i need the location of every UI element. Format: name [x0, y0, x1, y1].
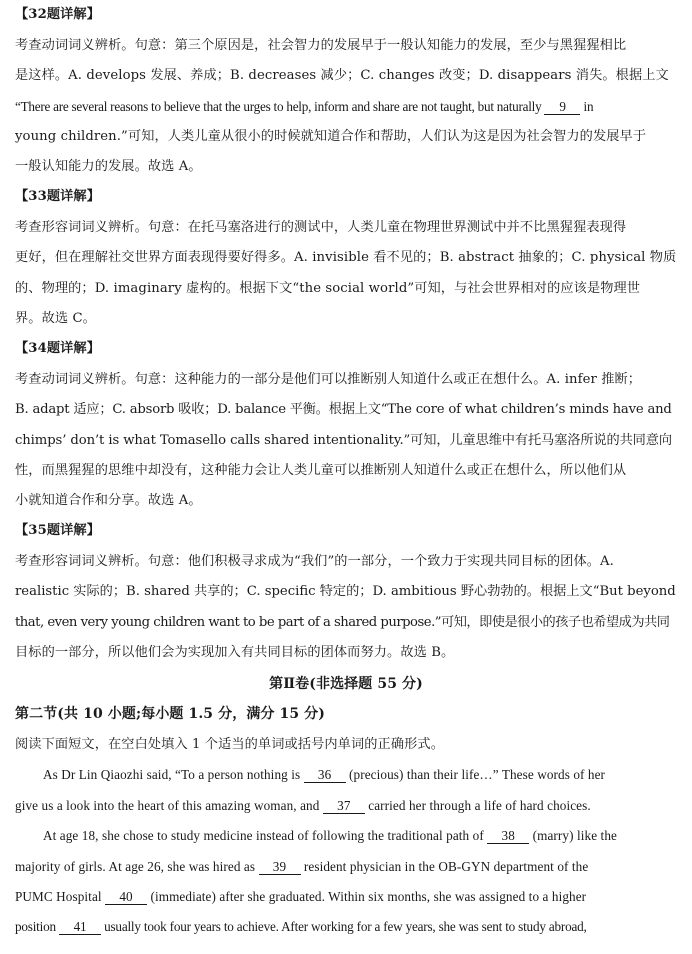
part2-title: 第Ⅱ卷(非选择题 55 分) [269, 676, 423, 692]
passage-line-4 [15, 858, 588, 876]
passage-text: majority of girls. At age 26, she was hired as [15, 859, 259, 874]
blank-38[interactable]: 38 [487, 828, 529, 844]
q33-line-2: 更好，但在理解社交世界方面表现得要好得多。A. invisible 看不见的；B. abstract 抽象的；C. physical 物质 [15, 250, 677, 265]
q34-heading: 【34题详解】 [15, 341, 100, 356]
q34-line-3: chimps’ don’t is what Tomasello calls shared intentionality.”可知，儿童思维中有托马塞洛所说的共同意向 [15, 433, 672, 448]
q33-line-4: 界。故选 C。 [15, 311, 96, 326]
q32-heading: 【32题详解】 [15, 7, 100, 22]
passage-line-6 [15, 918, 587, 936]
passage-text: At age 18, she chose to study medicine instead of following the traditional path of [43, 828, 488, 843]
instruction-text: 阅读下面短文，在空白处填入 1 个适当的单词或括号内单词的正确形式。 [15, 737, 444, 752]
q32-line-4: young children.”可知，人类儿童从很小的时候就知道合作和帮助，人们认为这是因为社会智力的发展早于 [15, 129, 647, 144]
blank-41[interactable]: 41 [59, 919, 101, 935]
passage-text: As Dr Lin Qiaozhi said, “To a person nothing is [43, 767, 304, 782]
passage-text: give us a look into the heart of this amazing woman, and [15, 798, 323, 813]
q32-blank-9: 9 [544, 99, 580, 115]
passage-text: (precious) than their life…” These words of her [345, 767, 606, 782]
q32-line-1: 考查动词词义辨析。句意：第三个原因是，社会智力的发展早于一般认知能力的发展，至少与黑猩猩相比 [15, 38, 627, 53]
blank-39[interactable]: 39 [259, 859, 301, 875]
passage-text: (marry) like the [529, 828, 617, 843]
passage-text: carried her through a life of hard choices. [364, 798, 591, 813]
q35-line-4: 目标的一部分，所以他们会为实现加入有共同目标的团体而努力。故选 B。 [15, 645, 455, 660]
q34-line-4: 性，而黑猩猩的思维中却没有，这种能力会让人类儿童可以推断别人知道什么或正在想什么，所以他们从 [15, 463, 627, 478]
q35-line-2: realistic 实际的；B. shared 共享的；C. specific 特定的；D. ambitious 野心勃勃的。根据上文“But beyond [15, 584, 676, 599]
blank-37[interactable]: 37 [323, 798, 365, 814]
passage-text: usually took four years to achieve. After working for a few years, she was sent to study abroad, [101, 919, 587, 934]
q32-quote-post: in [580, 99, 594, 114]
passage-line-2 [15, 797, 591, 815]
q32-line-5: 一般认知能力的发展。故选 A。 [15, 159, 202, 174]
q32-quote-line [15, 98, 593, 116]
blank-36[interactable]: 36 [304, 767, 346, 783]
section-title: 第二节(共 10 小题;每小题 1.5 分，满分 15 分) [15, 706, 325, 722]
q33-line-3: 的、物理的；D. imaginary 虚构的。根据下文“the social world”可知，与社会世界相对的应该是物理世 [15, 281, 641, 296]
q34-line-1: 考查动词词义辨析。句意：这种能力的一部分是他们可以推断别人知道什么或正在想什么。A. infer 推断； [15, 372, 642, 387]
q33-heading: 【33题详解】 [15, 189, 100, 204]
q34-line-2: B. adapt 适应；C. absorb 吸收；D. balance 平衡。根据上文“The core of what children’s minds have and [15, 402, 672, 417]
q32-line-2: 是这样。A. develops 发展、养成；B. decreases 减少；C. changes 改变；D. disappears 消失。根据上文 [15, 68, 669, 83]
passage-text: resident physician in the OB-GYN department of the [300, 859, 589, 874]
q34-line-5: 小就知道合作和分享。故选 A。 [15, 493, 202, 508]
q33-line-1: 考查形容词词义辨析。句意：在托马塞洛进行的测试中，人类儿童在物理世界测试中并不比黑猩猩表现得 [15, 220, 627, 235]
passage-text: PUMC Hospital [15, 889, 106, 904]
passage-line-1 [43, 766, 605, 784]
passage-text: position [15, 919, 59, 934]
passage-line-5 [15, 888, 586, 906]
blank-40[interactable]: 40 [105, 889, 147, 905]
q35-heading: 【35题详解】 [15, 523, 100, 538]
q32-quote-pre: “There are several reasons to believe that the urges to help, inform and share are not taught, but naturally [15, 99, 545, 114]
passage-text: (immediate) after she graduated. Within six months, she was assigned to a higher [147, 889, 587, 904]
passage-line-3 [43, 827, 617, 845]
q35-line-3: that, even very young children want to be part of a shared purpose.”可知，即使是很小的孩子也希望成为共同 [15, 615, 670, 630]
q35-line-1: 考查形容词词义辨析。句意：他们积极寻求成为“我们”的一部分，一个致力于实现共同目标的团体。A. [15, 554, 614, 569]
